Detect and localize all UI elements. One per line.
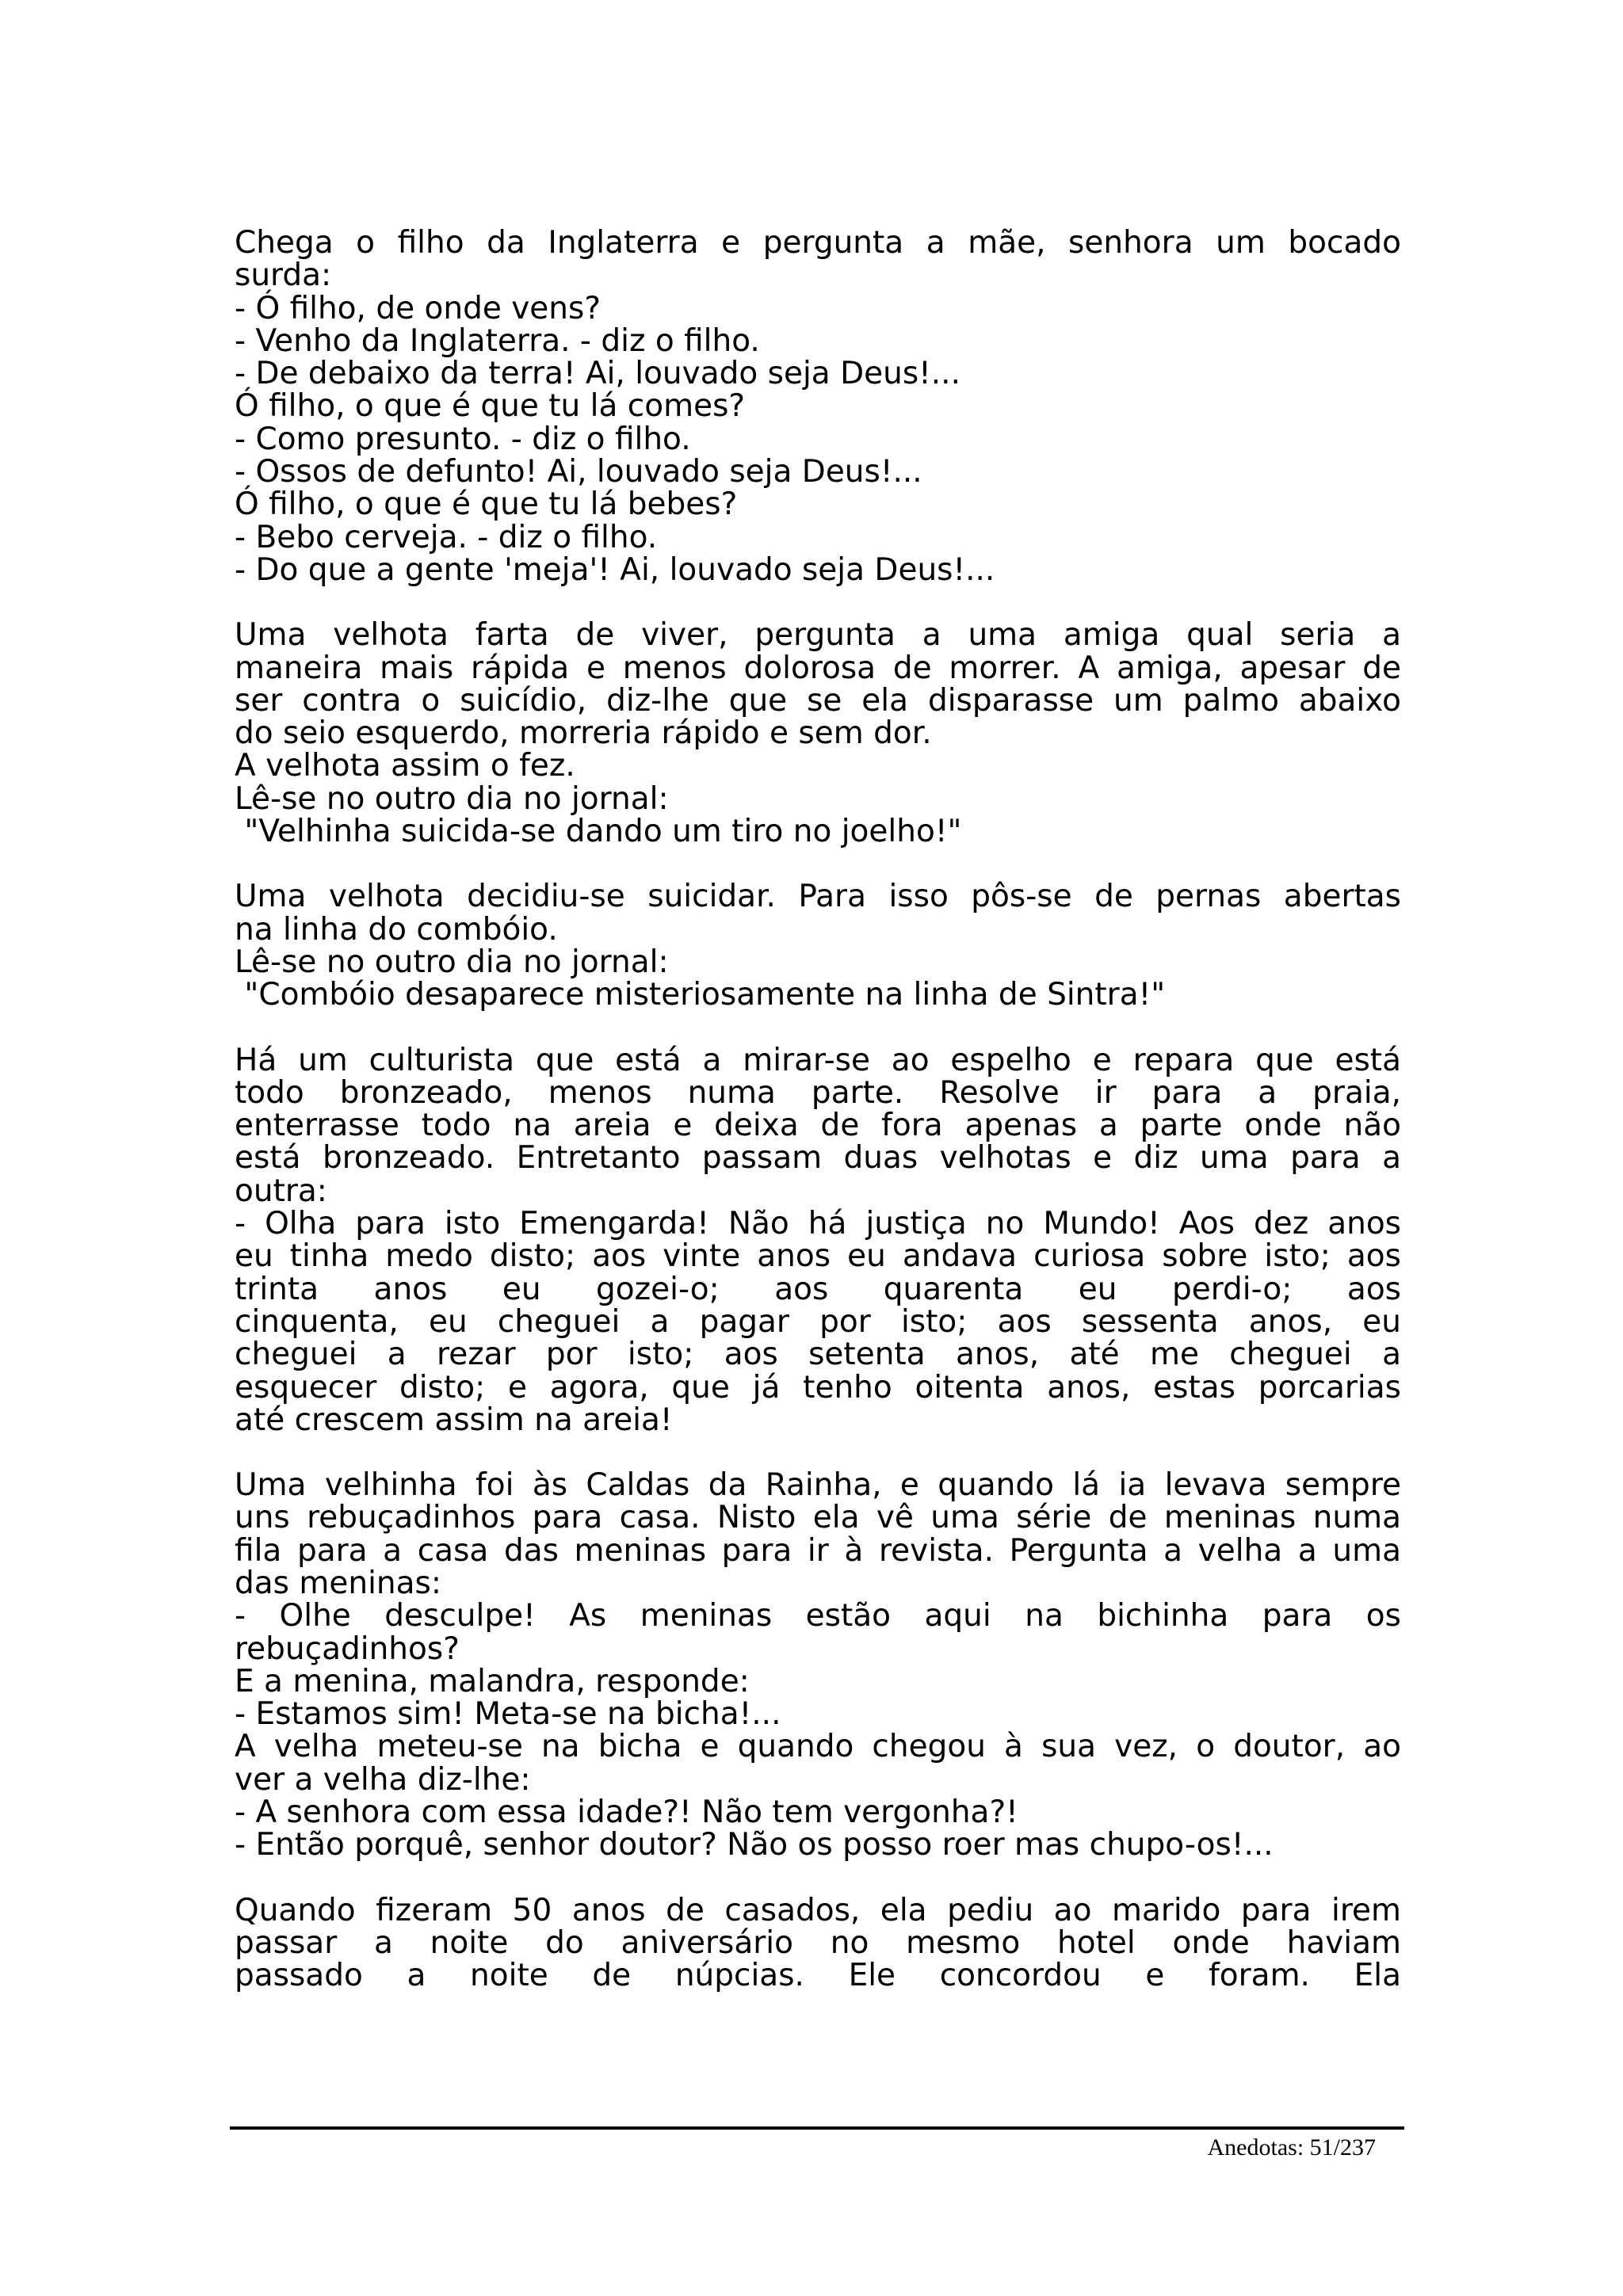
text-line: - Ó filho, de onde vens? — [235, 290, 601, 326]
text-line: na linha do combóio. — [235, 911, 558, 948]
text-line: rebuçadinhos? — [235, 1630, 460, 1667]
text-line: surda: — [235, 257, 332, 294]
text-line: todo bronzeado, menos numa parte. Resolve ir para a praia, — [235, 1074, 1401, 1111]
anecdote-paragraph — [235, 1469, 1401, 1862]
text-line: cheguei a rezar por isto; aos setenta anos, até me cheguei a — [235, 1337, 1401, 1373]
text-line: Ó filho, o que é que tu lá bebes? — [235, 486, 738, 523]
text-line: - Venho da Inglaterra. - diz o filho. — [235, 322, 760, 359]
text-line: maneira mais rápida e menos dolorosa de morrer. A amiga, apesar de — [235, 650, 1401, 686]
text-line: eu tinha medo disto; aos vinte anos eu andava curiosa sobre isto; aos — [235, 1238, 1401, 1275]
text-line: do seio esquerdo, morreria rápido e sem dor. — [235, 715, 932, 752]
anecdote-paragraph — [235, 880, 1401, 1011]
text-line: das meninas: — [235, 1565, 441, 1601]
text-line: Uma velhota farta de viver, pergunta a uma amiga qual seria a — [235, 617, 1401, 654]
text-line: esquecer disto; e agora, que já tenho oitenta anos, estas porcarias — [235, 1369, 1401, 1405]
text-line: - Olha para isto Emengarda! Não há justiça no Mundo! Aos dez anos — [235, 1206, 1401, 1242]
footer-divider — [230, 2126, 1404, 2130]
text-line: - A senhora com essa idade?! Não tem vergonha?! — [235, 1794, 1018, 1831]
text-line: - Bebo cerveja. - diz o filho. — [235, 519, 658, 555]
text-line: Uma velhinha foi às Caldas da Rainha, e quando lá ia levava sempre — [235, 1467, 1401, 1504]
text-line: - Olhe desculpe! As meninas estão aqui na bichinha para os — [235, 1598, 1401, 1634]
text-line: - Como presunto. - diz o filho. — [235, 421, 691, 457]
text-line: Ó filho, o que é que tu lá comes? — [235, 388, 746, 425]
anecdote-paragraph — [235, 227, 1401, 586]
text-line: "Combóio desaparece misteriosamente na linha de Sintra!" — [235, 977, 1166, 1013]
anecdote-paragraph — [235, 619, 1401, 848]
text-line: uns rebuçadinhos para casa. Nisto ela vê uma série de meninas numa — [235, 1500, 1401, 1536]
text-line: até crescem assim na areia! — [235, 1402, 673, 1438]
text-line: - Ossos de defunto! Ai, louvado seja Deus!... — [235, 454, 922, 490]
text-line: E a menina, malandra, responde: — [235, 1663, 750, 1699]
text-line: Lê-se no outro dia no jornal: — [235, 944, 669, 980]
text-line: - Então porquê, senhor doutor? Não os posso roer mas chupo-os!... — [235, 1827, 1274, 1863]
document-body — [235, 227, 1401, 2025]
text-line: enterrasse todo na areia e deixa de fora apenas a parte onde não — [235, 1108, 1401, 1144]
text-line: Quando fizeram 50 anos de casados, ela pediu ao marido para irem — [235, 1892, 1401, 1928]
text-line: - Do que a gente 'meja'! Ai, louvado seja Deus!... — [235, 551, 995, 588]
anecdote-paragraph — [235, 1044, 1401, 1437]
text-line: Uma velhota decidiu-se suicidar. Para isso pôs-se de pernas abertas — [235, 879, 1401, 915]
text-line: passar a noite do aniversário no mesmo hotel onde haviam — [235, 1924, 1401, 1961]
text-line: - De debaixo da terra! Ai, louvado seja Deus!... — [235, 356, 960, 392]
text-line: ver a velha diz-lhe: — [235, 1761, 531, 1798]
text-line: outra: — [235, 1173, 327, 1209]
text-line: A velha meteu-se na bicha e quando chegou à sua vez, o doutor, ao — [235, 1729, 1401, 1765]
text-line: fila para a casa das meninas para ir à revista. Pergunta a velha a uma — [235, 1532, 1401, 1569]
text-line: trinta anos eu gozei-o; aos quarenta eu perdi-o; aos — [235, 1271, 1401, 1307]
text-line: passado a noite de núpcias. Ele concordou e foram. Ela — [235, 1958, 1401, 1994]
text-line: Chega o filho da Inglaterra e pergunta a mãe, senhora um bocado — [235, 225, 1401, 261]
text-line: ser contra o suicídio, diz-lhe que se ela disparasse um palmo abaixo — [235, 682, 1401, 719]
text-line: está bronzeado. Entretanto passam duas velhotas e diz uma para a — [235, 1140, 1401, 1177]
text-line: Há um culturista que está a mirar-se ao espelho e repara que está — [235, 1042, 1401, 1078]
page-number-footer: Anedotas: 51/237 — [1207, 2134, 1376, 2161]
text-line: "Velhinha suicida-se dando um tiro no joelho!" — [235, 814, 962, 850]
text-line: cinquenta, eu cheguei a pagar por isto; aos sessenta anos, eu — [235, 1303, 1401, 1340]
text-line: - Estamos sim! Meta-se na bicha!... — [235, 1696, 781, 1733]
text-line: Lê-se no outro dia no jornal: — [235, 780, 669, 817]
anecdote-paragraph — [235, 1894, 1401, 1993]
text-line: A velhota assim o fez. — [235, 748, 575, 784]
